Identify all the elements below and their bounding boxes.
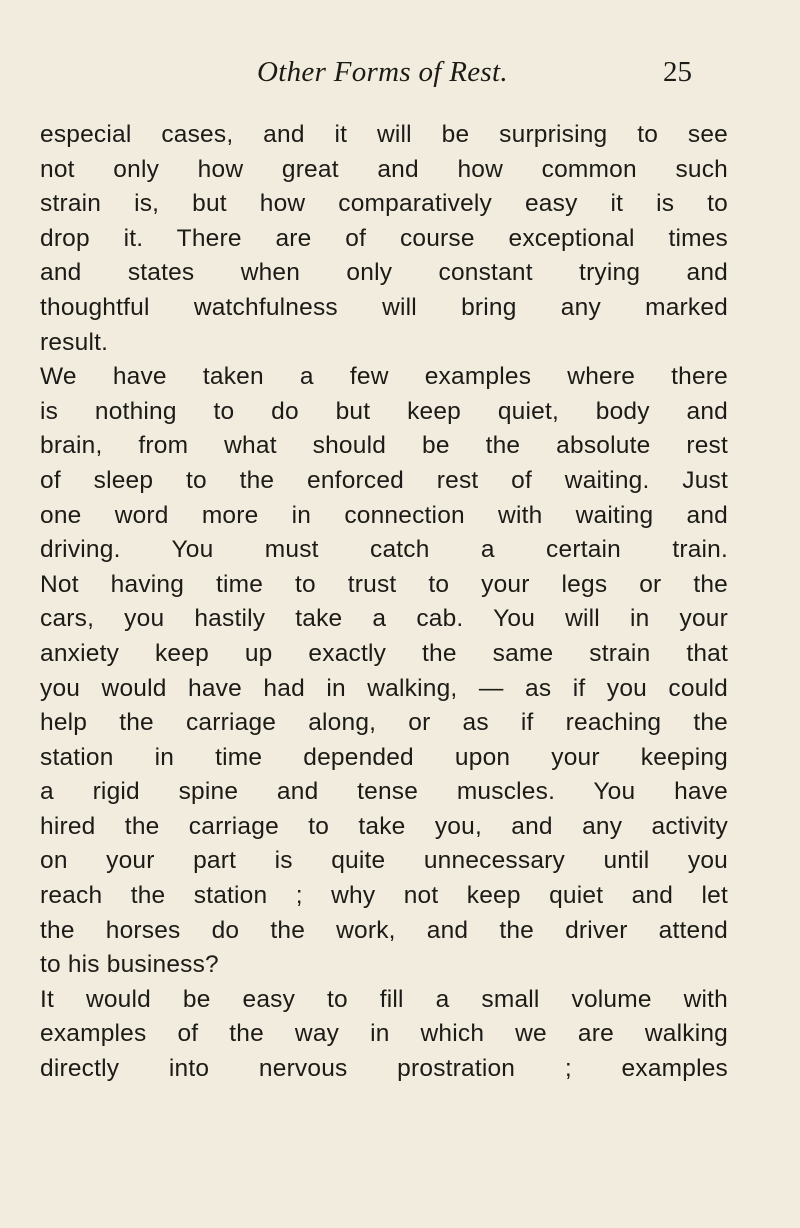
text-line: a rigid spine and tense muscles. You have: [40, 778, 728, 806]
text-line: directly into nervous prostration ; examples: [40, 1055, 728, 1083]
text-line: We have taken a few examples where there: [40, 363, 728, 391]
text-line: to his business?: [40, 951, 219, 979]
text-line: on your part is quite unnecessary until you: [40, 847, 728, 875]
text-line: is nothing to do but keep quiet, body and: [40, 397, 728, 425]
text-line: help the carriage along, or as if reaching the: [40, 709, 728, 737]
text-line: Not having time to trust to your legs or the: [40, 570, 728, 598]
text-line: examples of the way in which we are walking: [40, 1020, 728, 1048]
text-line: cars, you hastily take a cab. You will in your: [40, 605, 728, 633]
text-line: of sleep to the enforced rest of waiting. Just: [40, 466, 728, 494]
text-line: anxiety keep up exactly the same strain that: [40, 639, 728, 667]
text-line: you would have had in walking, — as if you could: [40, 674, 728, 702]
page-number: 25: [663, 56, 692, 88]
text-line: station in time depended upon your keeping: [40, 743, 728, 771]
text-line: one word more in connection with waiting and: [40, 501, 728, 529]
text-line: reach the station ; why not keep quiet and let: [40, 882, 728, 910]
text-line: result.: [40, 328, 109, 356]
body-text: [40, 118, 728, 1087]
text-line: drop it. There are of course exceptional times: [40, 224, 728, 252]
text-line: driving. You must catch a certain train.: [40, 536, 728, 564]
text-line: brain, from what should be the absolute rest: [40, 432, 728, 460]
text-line: not only how great and how common such: [40, 155, 728, 183]
running-head: [0, 52, 800, 92]
text-line: It would be easy to fill a small volume with: [40, 985, 728, 1013]
text-line: hired the carriage to take you, and any activity: [40, 812, 728, 840]
text-line: the horses do the work, and the driver attend: [40, 916, 728, 944]
text-line: and states when only constant trying and: [40, 259, 728, 287]
text-line: strain is, but how comparatively easy it is to: [40, 190, 728, 218]
text-line: thoughtful watchfulness will bring any marked: [40, 293, 728, 321]
text-line: especial cases, and it will be surprising to see: [40, 121, 728, 148]
running-title: Other Forms of Rest.: [257, 56, 508, 88]
